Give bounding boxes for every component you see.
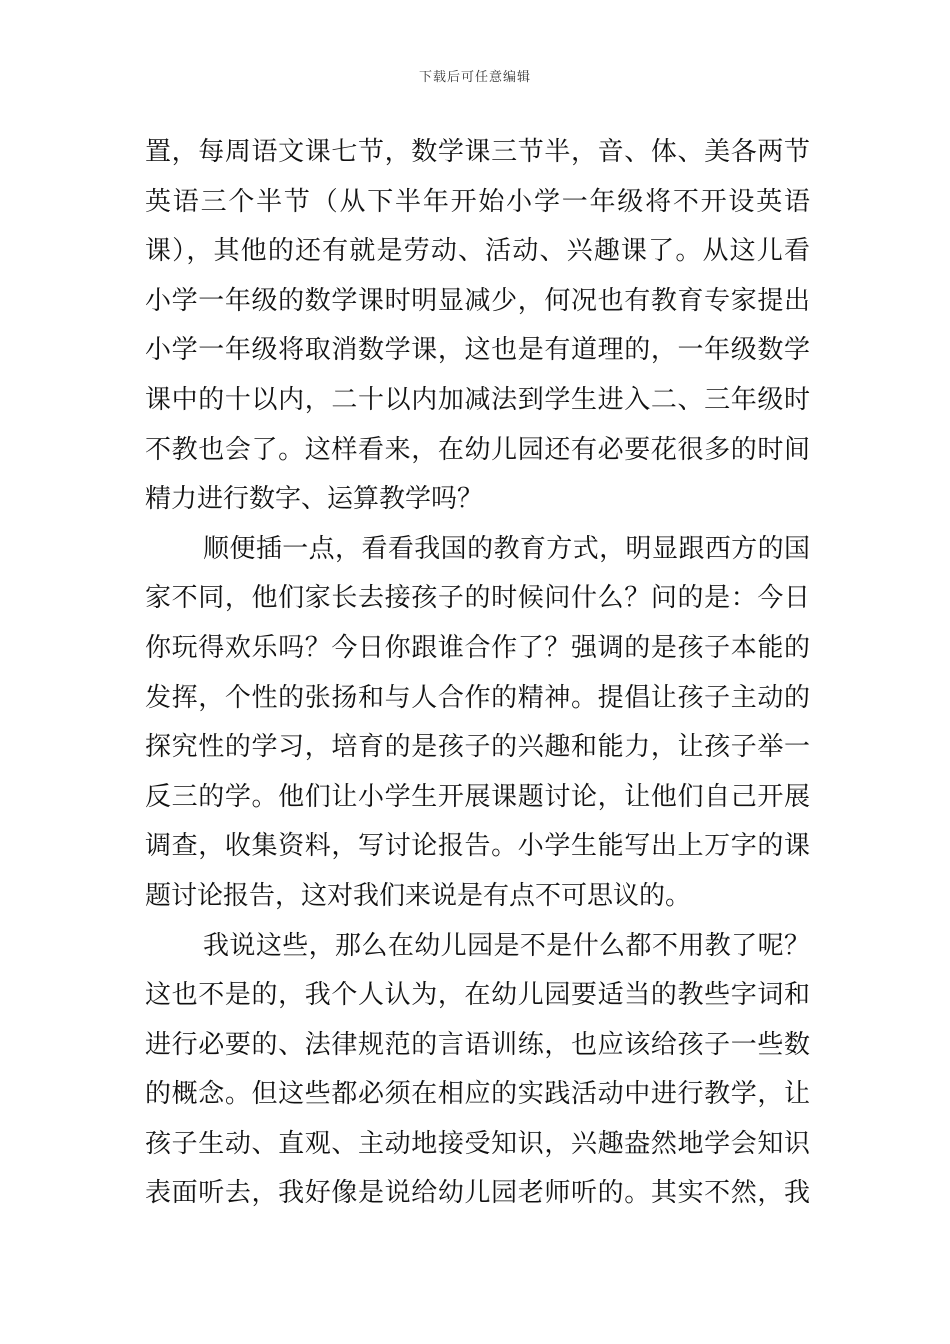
paragraph	[145, 922, 810, 1220]
page-header: 下载后可任意编辑	[418, 70, 531, 85]
text-line: 这也不是的，我个人认为，在幼儿园要适当的教些字词和	[145, 980, 810, 1011]
text-line: 英语三个半节（从下半年开始小学一年级将不开设英语	[145, 186, 810, 217]
text-line: 进行必要的、法律规范的言语训练，也应该给孩子一些数	[145, 1029, 810, 1060]
text-line: 顺便插一点，看看我国的教育方式，明显跟西方的国	[203, 533, 810, 564]
text-line: 题讨论报告，这对我们来说是有点不可思议的。	[145, 880, 692, 911]
text-line: 精力进行数字、运算教学吗？	[145, 484, 484, 515]
text-line: 反三的学。他们让小学生开展课题讨论，让他们自己开展	[145, 781, 810, 812]
text-line: 课），其他的还有就是劳动、活动、兴趣课了。从这儿看	[145, 236, 810, 267]
text-line: 调查，收集资料，写讨论报告。小学生能写出上万字的课	[145, 831, 810, 862]
paragraph	[145, 525, 810, 922]
text-line: 不教也会了。这样看来，在幼儿园还有必要花很多的时间	[145, 434, 810, 465]
text-line: 表面听去，我好像是说给幼儿园老师听的。其实不然，我	[145, 1178, 810, 1209]
text-line: 发挥，个性的张扬和与人合作的精神。提倡让孩子主动的	[145, 682, 810, 713]
text-line: 孩子生动、直观、主动地接受知识，兴趣盎然地学会知识	[145, 1128, 810, 1159]
paragraph	[145, 128, 810, 525]
text-line: 你玩得欢乐吗？今日你跟谁合作了？强调的是孩子本能的	[145, 632, 810, 663]
text-line: 家不同，他们家长去接孩子的时候问什么？问的是：今日	[145, 583, 810, 614]
text-line: 小学一年级的数学课时明显减少，何况也有教育专家提出	[145, 285, 810, 316]
text-line: 的概念。但这些都必须在相应的实践活动中进行教学，让	[145, 1079, 810, 1110]
text-line: 我说这些，那么在幼儿园是不是什么都不用教了呢？	[203, 930, 810, 961]
text-line: 课中的十以内，二十以内加减法到学生进入二、三年级时	[145, 384, 810, 415]
text-line: 探究性的学习，培育的是孩子的兴趣和能力，让孩子举一	[145, 732, 810, 763]
document-body	[145, 128, 810, 1219]
text-line: 置，每周语文课七节，数学课三节半，音、体、美各两节	[145, 137, 810, 167]
text-line: 小学一年级将取消数学课，这也是有道理的，一年级数学	[145, 335, 810, 366]
